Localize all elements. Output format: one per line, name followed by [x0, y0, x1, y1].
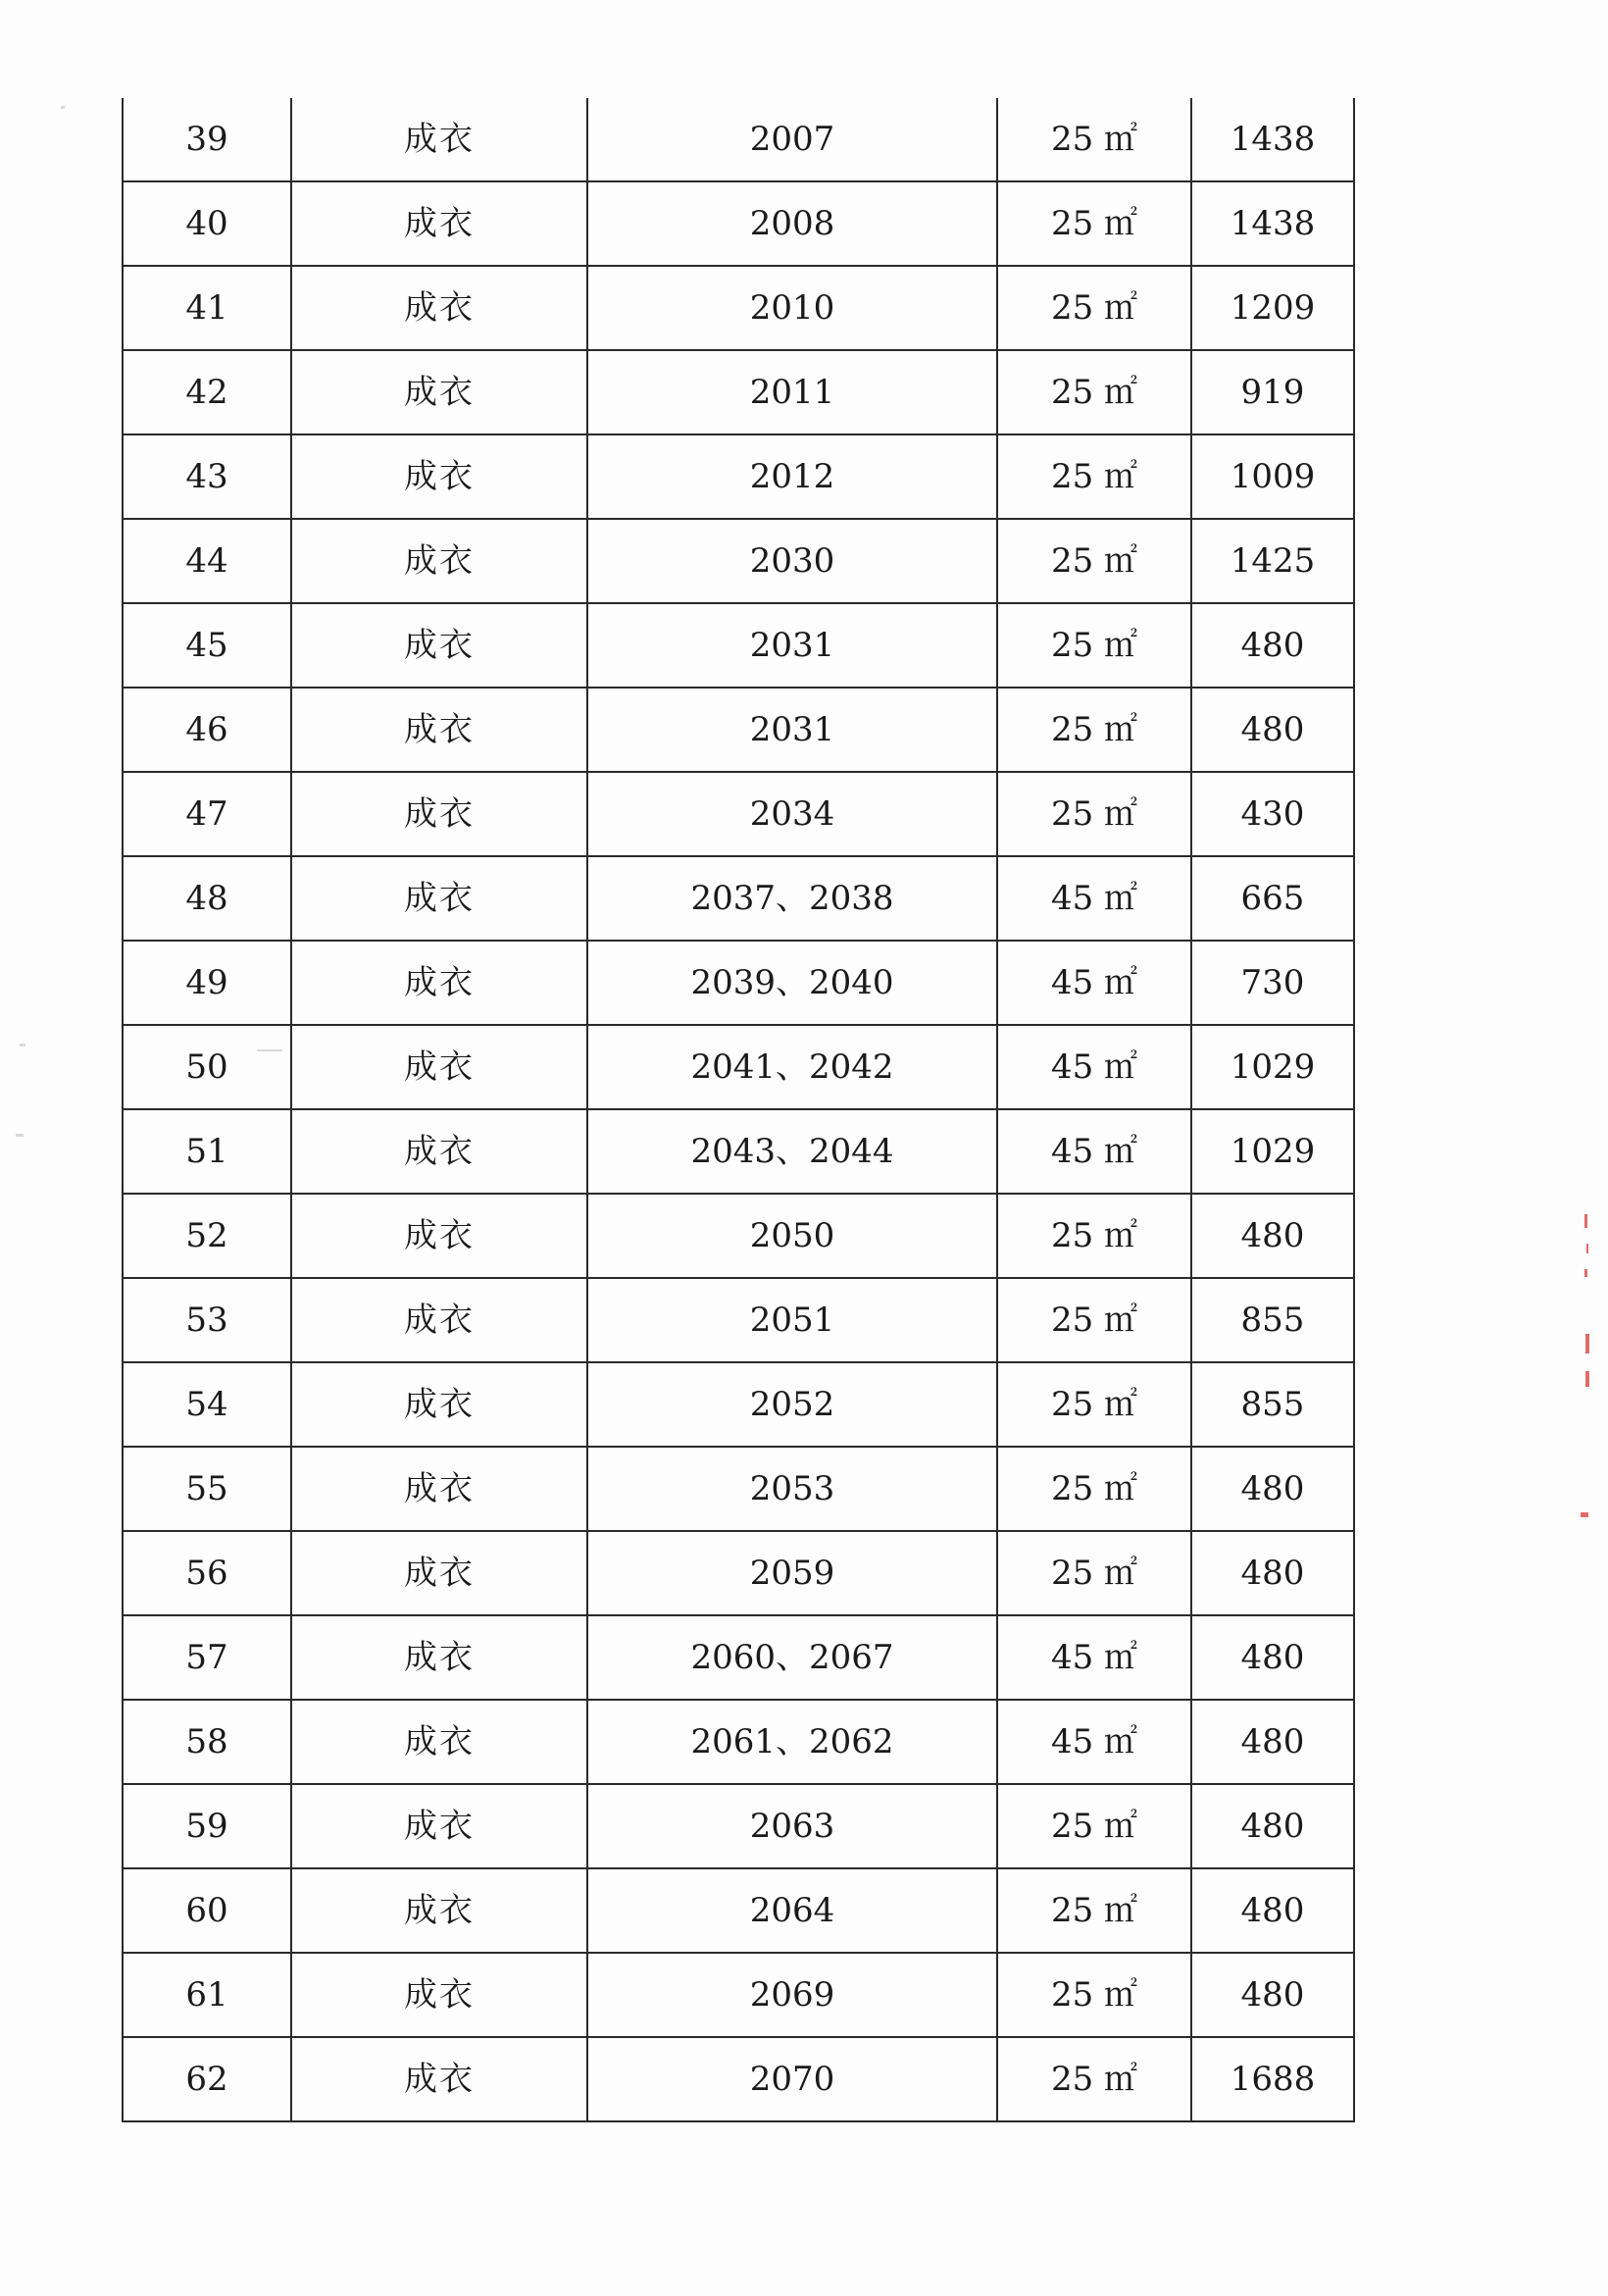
table-row — [123, 434, 1354, 519]
area-cell: 25 ㎡ — [997, 1194, 1191, 1278]
row-number-cell: 52 — [123, 1194, 291, 1278]
area-cell: 25 ㎡ — [997, 603, 1191, 688]
area-cell: 45 ㎡ — [997, 1025, 1191, 1109]
category-cell: 成衣 — [291, 1109, 587, 1194]
stall-number-cell: 2050 — [587, 1194, 997, 1278]
table-body — [123, 98, 1354, 2121]
category-cell: 成衣 — [291, 1784, 587, 1868]
category-cell: 成衣 — [291, 1362, 587, 1447]
table-row — [123, 181, 1354, 266]
amount-cell: 1209 — [1191, 266, 1354, 350]
stall-number-cell: 2064 — [587, 1868, 997, 1953]
area-cell: 45 ㎡ — [997, 1615, 1191, 1700]
table-row — [123, 1953, 1354, 2037]
stall-number-cell: 2041、2042 — [587, 1025, 997, 1109]
stall-number-cell: 2043、2044 — [587, 1109, 997, 1194]
category-cell: 成衣 — [291, 2037, 587, 2121]
row-number-cell: 43 — [123, 434, 291, 519]
amount-cell: 430 — [1191, 772, 1354, 856]
scan-speck — [16, 1134, 24, 1137]
category-cell: 成衣 — [291, 1447, 587, 1531]
area-cell: 45 ㎡ — [997, 1700, 1191, 1784]
table-row — [123, 1615, 1354, 1700]
row-number-cell: 45 — [123, 603, 291, 688]
amount-cell: 480 — [1191, 688, 1354, 772]
area-cell: 25 ㎡ — [997, 1278, 1191, 1362]
area-cell: 25 ㎡ — [997, 434, 1191, 519]
row-number-cell: 48 — [123, 856, 291, 941]
row-number-cell: 44 — [123, 519, 291, 603]
area-cell: 25 ㎡ — [997, 181, 1191, 266]
category-cell: 成衣 — [291, 688, 587, 772]
area-cell: 45 ㎡ — [997, 856, 1191, 941]
amount-cell: 1688 — [1191, 2037, 1354, 2121]
scan-speck — [20, 1044, 25, 1046]
area-cell: 45 ㎡ — [997, 941, 1191, 1025]
table-row — [123, 1784, 1354, 1868]
row-number-cell: 57 — [123, 1615, 291, 1700]
category-cell: 成衣 — [291, 1615, 587, 1700]
category-cell: 成衣 — [291, 772, 587, 856]
table-row — [123, 98, 1354, 181]
table-row — [123, 1700, 1354, 1784]
stall-number-cell: 2012 — [587, 434, 997, 519]
table-row — [123, 1025, 1354, 1109]
amount-cell: 730 — [1191, 941, 1354, 1025]
row-number-cell: 41 — [123, 266, 291, 350]
stall-number-cell: 2030 — [587, 519, 997, 603]
row-number-cell: 51 — [123, 1109, 291, 1194]
seal-edge-mark — [1584, 1214, 1587, 1228]
area-cell: 25 ㎡ — [997, 1531, 1191, 1615]
seal-edge-mark — [1585, 1334, 1589, 1353]
area-cell: 25 ㎡ — [997, 1447, 1191, 1531]
stall-number-cell: 2069 — [587, 1953, 997, 2037]
category-cell: 成衣 — [291, 1531, 587, 1615]
amount-cell: 480 — [1191, 1868, 1354, 1953]
stall-listing-table — [122, 98, 1355, 2122]
area-cell: 25 ㎡ — [997, 688, 1191, 772]
table-row — [123, 603, 1354, 688]
stall-number-cell: 2060、2067 — [587, 1615, 997, 1700]
stall-number-cell: 2011 — [587, 350, 997, 434]
scan-speck — [257, 1049, 282, 1051]
amount-cell: 480 — [1191, 1615, 1354, 1700]
stall-number-cell: 2037、2038 — [587, 856, 997, 941]
stall-number-cell: 2059 — [587, 1531, 997, 1615]
row-number-cell: 61 — [123, 1953, 291, 2037]
category-cell: 成衣 — [291, 434, 587, 519]
stall-number-cell: 2063 — [587, 1784, 997, 1868]
table-row — [123, 1447, 1354, 1531]
row-number-cell: 54 — [123, 1362, 291, 1447]
amount-cell: 1009 — [1191, 434, 1354, 519]
amount-cell: 919 — [1191, 350, 1354, 434]
table-row — [123, 1278, 1354, 1362]
row-number-cell: 56 — [123, 1531, 291, 1615]
seal-edge-mark — [1585, 1371, 1589, 1387]
area-cell: 25 ㎡ — [997, 1868, 1191, 1953]
category-cell: 成衣 — [291, 1868, 587, 1953]
stall-number-cell: 2070 — [587, 2037, 997, 2121]
amount-cell: 480 — [1191, 603, 1354, 688]
amount-cell: 1029 — [1191, 1025, 1354, 1109]
amount-cell: 480 — [1191, 1953, 1354, 2037]
area-cell: 25 ㎡ — [997, 1784, 1191, 1868]
category-cell: 成衣 — [291, 1278, 587, 1362]
table-row — [123, 1868, 1354, 1953]
area-cell: 25 ㎡ — [997, 1362, 1191, 1447]
category-cell: 成衣 — [291, 1025, 587, 1109]
category-cell: 成衣 — [291, 941, 587, 1025]
seal-edge-mark — [1584, 1269, 1587, 1277]
area-cell: 25 ㎡ — [997, 772, 1191, 856]
area-cell: 25 ㎡ — [997, 1953, 1191, 2037]
category-cell: 成衣 — [291, 1700, 587, 1784]
area-cell: 25 ㎡ — [997, 519, 1191, 603]
amount-cell: 1425 — [1191, 519, 1354, 603]
category-cell: 成衣 — [291, 856, 587, 941]
category-cell: 成衣 — [291, 98, 587, 181]
scan-speck — [61, 106, 65, 109]
stall-number-cell: 2052 — [587, 1362, 997, 1447]
stall-number-cell: 2007 — [587, 98, 997, 181]
stall-number-cell: 2031 — [587, 603, 997, 688]
table-row — [123, 519, 1354, 603]
table-row — [123, 1531, 1354, 1615]
row-number-cell: 46 — [123, 688, 291, 772]
stall-number-cell: 2061、2062 — [587, 1700, 997, 1784]
seal-edge-mark — [1581, 1512, 1588, 1517]
row-number-cell: 49 — [123, 941, 291, 1025]
row-number-cell: 55 — [123, 1447, 291, 1531]
category-cell: 成衣 — [291, 350, 587, 434]
row-number-cell: 53 — [123, 1278, 291, 1362]
category-cell: 成衣 — [291, 603, 587, 688]
table-row — [123, 1194, 1354, 1278]
area-cell: 25 ㎡ — [997, 2037, 1191, 2121]
table-row — [123, 772, 1354, 856]
stall-number-cell: 2053 — [587, 1447, 997, 1531]
area-cell: 25 ㎡ — [997, 266, 1191, 350]
amount-cell: 480 — [1191, 1447, 1354, 1531]
amount-cell: 480 — [1191, 1784, 1354, 1868]
stall-number-cell: 2039、2040 — [587, 941, 997, 1025]
category-cell: 成衣 — [291, 266, 587, 350]
table-row — [123, 941, 1354, 1025]
category-cell: 成衣 — [291, 519, 587, 603]
category-cell: 成衣 — [291, 1953, 587, 2037]
row-number-cell: 50 — [123, 1025, 291, 1109]
amount-cell: 480 — [1191, 1194, 1354, 1278]
amount-cell: 480 — [1191, 1531, 1354, 1615]
table-row — [123, 2037, 1354, 2121]
amount-cell: 1438 — [1191, 181, 1354, 266]
row-number-cell: 40 — [123, 181, 291, 266]
stall-number-cell: 2034 — [587, 772, 997, 856]
row-number-cell: 47 — [123, 772, 291, 856]
table-row — [123, 1362, 1354, 1447]
row-number-cell: 58 — [123, 1700, 291, 1784]
stall-number-cell: 2051 — [587, 1278, 997, 1362]
amount-cell: 1029 — [1191, 1109, 1354, 1194]
row-number-cell: 42 — [123, 350, 291, 434]
amount-cell: 665 — [1191, 856, 1354, 941]
area-cell: 25 ㎡ — [997, 350, 1191, 434]
amount-cell: 1438 — [1191, 98, 1354, 181]
row-number-cell: 60 — [123, 1868, 291, 1953]
area-cell: 45 ㎡ — [997, 1109, 1191, 1194]
table-row — [123, 350, 1354, 434]
table-row — [123, 1109, 1354, 1194]
amount-cell: 480 — [1191, 1700, 1354, 1784]
category-cell: 成衣 — [291, 181, 587, 266]
stall-number-cell: 2008 — [587, 181, 997, 266]
stall-number-cell: 2010 — [587, 266, 997, 350]
table-row — [123, 688, 1354, 772]
area-cell: 25 ㎡ — [997, 98, 1191, 181]
row-number-cell: 62 — [123, 2037, 291, 2121]
table-row — [123, 856, 1354, 941]
seal-edge-mark — [1586, 1244, 1588, 1253]
row-number-cell: 59 — [123, 1784, 291, 1868]
amount-cell: 855 — [1191, 1362, 1354, 1447]
stall-number-cell: 2031 — [587, 688, 997, 772]
amount-cell: 855 — [1191, 1278, 1354, 1362]
category-cell: 成衣 — [291, 1194, 587, 1278]
table-row — [123, 266, 1354, 350]
row-number-cell: 39 — [123, 98, 291, 181]
